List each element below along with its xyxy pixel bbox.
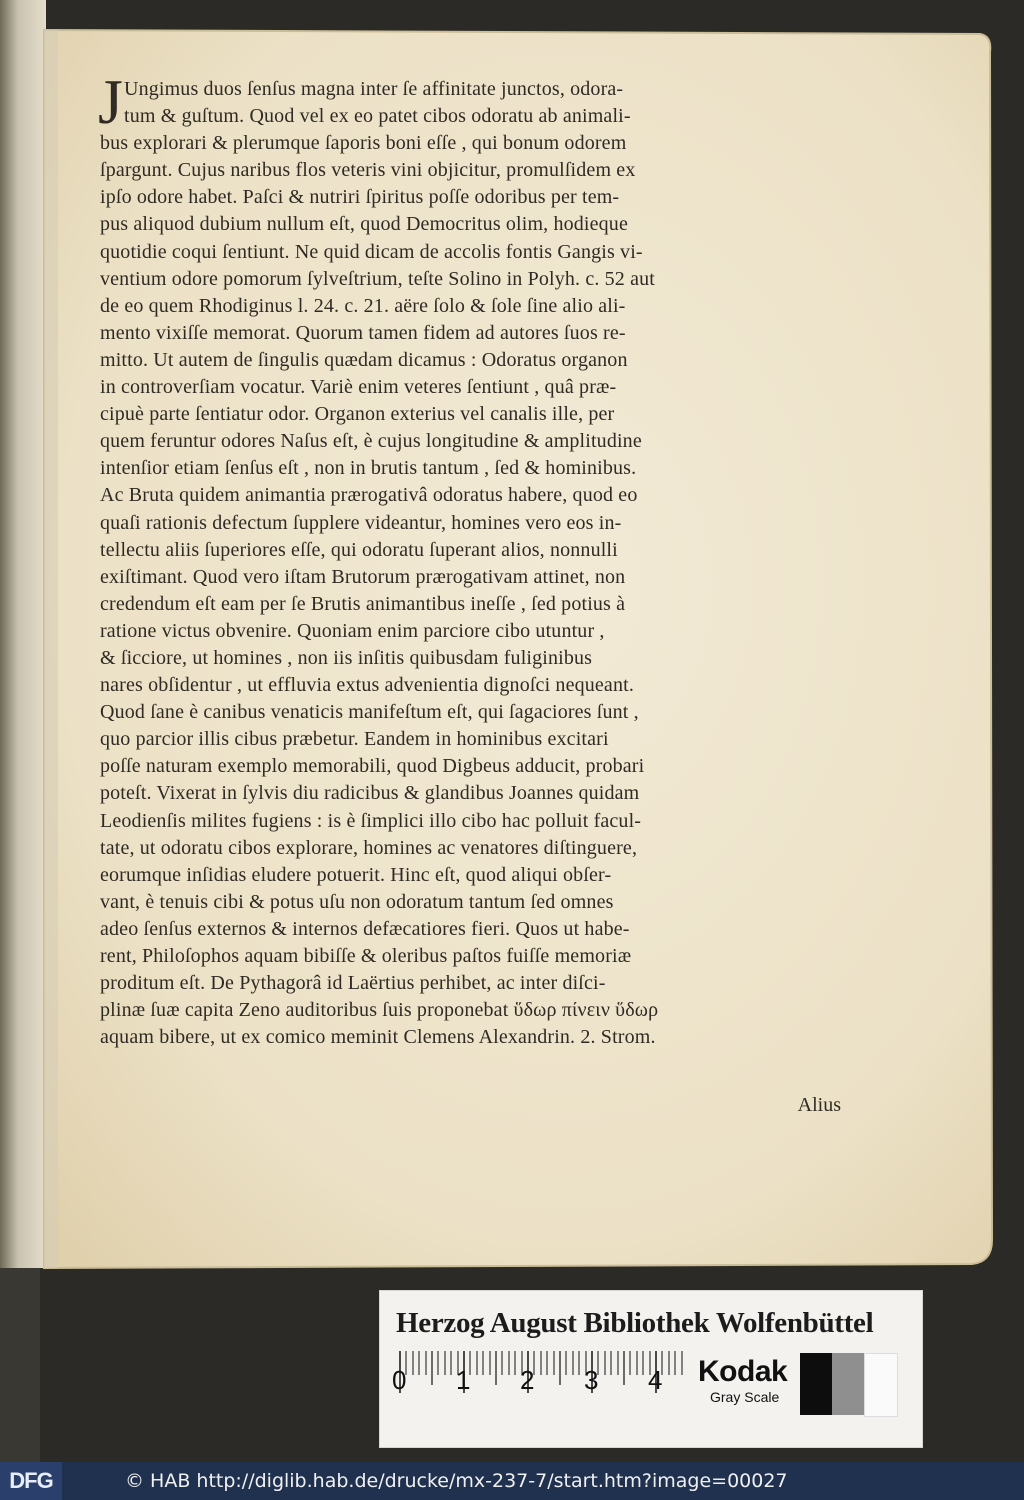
- color-scale-card: [379, 1290, 923, 1448]
- ruler-number: 3: [584, 1365, 599, 1395]
- text-line: ventium odore pomorum ſylveſtrium, teſte Solino in Polyh. c. 52 aut: [100, 267, 655, 290]
- text-line: vant, è tenuis cibi & potus uſu non odoratum tantum ſed omnes: [100, 890, 614, 913]
- dfg-logo: DFG: [0, 1462, 62, 1500]
- text-line: eorumque inſidias eludere potuerit. Hinc eſt, quod aliqui obſer-: [100, 863, 612, 886]
- text-line: proditum eſt. De Pythagorâ id Laërtius perhibet, ac inter diſci-: [100, 972, 606, 995]
- text-line: ratione victus obvenire. Quoniam enim parciore cibo utuntur ,: [100, 619, 605, 642]
- credit-link[interactable]: © HAB http://diglib.hab.de/drucke/mx-237-7/start.htm?image=00027: [125, 1470, 788, 1492]
- gray-scale-label: Gray Scale: [710, 1389, 780, 1405]
- black-swatch: [800, 1353, 832, 1415]
- text-line: pus aliquod dubium nullum eſt, quod Democritus olim, hodieque: [100, 213, 628, 236]
- text-line: plinæ ſuæ capita Zeno auditoribus ſuis proponebat ὕδωρ πίνειν ὕδωρ: [100, 999, 659, 1022]
- text-line: adeo ſenſus externos & internos defæcatiores fieri. Quos ut habe-: [100, 917, 630, 940]
- text-line: quem feruntur odores Naſus eſt, è cujus longitudine & amplitudine: [100, 430, 642, 453]
- text-line: quo parcior illis cibus præbetur. Eandem in hominibus excitari: [100, 728, 609, 751]
- text-line: ipſo odore habet. Paſci & nutriri ſpiritus poſſe odoribus per tem-: [100, 186, 620, 209]
- text-line: bus explorari & plerumque ſaporis boni eſſe , qui bonum odorem: [100, 132, 627, 155]
- text-line: tate, ut odoratu cibos explorare, homines ac venatores diſtinguere,: [100, 836, 638, 859]
- text-line: quotidie coqui ſentiunt. Ne quid dicam de accolis fontis Gangis vi-: [100, 240, 643, 263]
- text-line: nares obſidentur , ut effluvia extus advenientia dignoſci nequeant.: [100, 674, 634, 697]
- page-text: [98, 66, 845, 1051]
- text-line: cipuè parte ſentiatur odor. Organon exterius vel canalis ille, per: [100, 403, 615, 426]
- gray-swatch: [832, 1353, 864, 1415]
- text-line: tum & guſtum. Quod vel ex eo patet cibos odoratu ab animali-: [124, 105, 631, 128]
- text-line: exiſtimant. Quod vero iſtam Brutorum prærogativam attinet, non: [100, 565, 626, 588]
- text-line: mitto. Ut autem de ſingulis quædam dicamus : Odoratus organon: [100, 348, 628, 371]
- text-line: ſpargunt. Cujus naribus flos veteris vini objicitur, promulſidem ex: [100, 159, 636, 182]
- ruler-number: 4: [648, 1365, 663, 1395]
- text-line: Ac Bruta quidem animantia prærogativâ odoratus habere, quod eo: [100, 484, 638, 507]
- text-line: Quod ſane è canibus venaticis manifeſtum eſt, qui ſagaciores ſunt ,: [100, 701, 639, 724]
- text-line: mento vixiſſe memorat. Quorum tamen fidem ad autores ſuos re-: [100, 321, 626, 344]
- text-line: Leodienſis milites fugiens : is è ſimplici illo cibo hac polluit facul-: [100, 809, 642, 832]
- library-name: Herzog August Bibliothek Wolfenbüttel: [396, 1307, 874, 1339]
- text-line: poteſt. Vixerat in ſylvis diu radicibus & glandibus Joannes quidam: [100, 782, 640, 805]
- text-line: tellectu aliis ſuperiores eſſe, qui odoratu ſuperant alios, nonnulli: [100, 538, 618, 561]
- text-line: intenſior etiam ſenſus eſt , non in brutis tantum , ſed & hominibus.: [100, 457, 637, 480]
- ruler-number: 2: [520, 1365, 535, 1395]
- text-line: Ungimus duos ſenſus magna inter ſe affinitate junctos, odora-: [124, 78, 624, 100]
- text-line: rent, Philoſophos aquam bibiſſe & oleribus paſtos fuiſſe memoriæ: [100, 945, 632, 967]
- ruler-number: 1: [456, 1365, 471, 1395]
- text-line: de eo quem Rhodiginus l. 24. c. 21. aëre ſolo & ſole ſine alio ali-: [100, 294, 626, 317]
- text-line: quaſi rationis defectum ſupplere videantur, homines vero eos in-: [100, 511, 622, 534]
- catchword: Alius: [797, 1094, 841, 1116]
- text-line: in controverſiam vocatur. Variè enim veteres ſentiunt , quâ præ-: [100, 376, 617, 399]
- drop-cap: J: [98, 66, 124, 137]
- ruler-number: 0: [392, 1365, 407, 1395]
- text-line: aquam bibere, ut ex comico meminit Clemens Alexandrin. 2. Strom.: [100, 1026, 656, 1049]
- ruler-icon: [396, 1349, 686, 1411]
- text-line: credendum eſt eam per ſe Brutis animantibus ineſſe , ſed potius à: [100, 592, 626, 615]
- white-swatch: [864, 1353, 898, 1417]
- kodak-label: Kodak: [698, 1355, 788, 1388]
- text-line: & ſicciore, ut homines , non iis inſitis quibusdam fuliginibus: [100, 646, 593, 669]
- text-line: poſſe naturam exemplo memorabili, quod Digbeus adducit, probari: [100, 755, 645, 778]
